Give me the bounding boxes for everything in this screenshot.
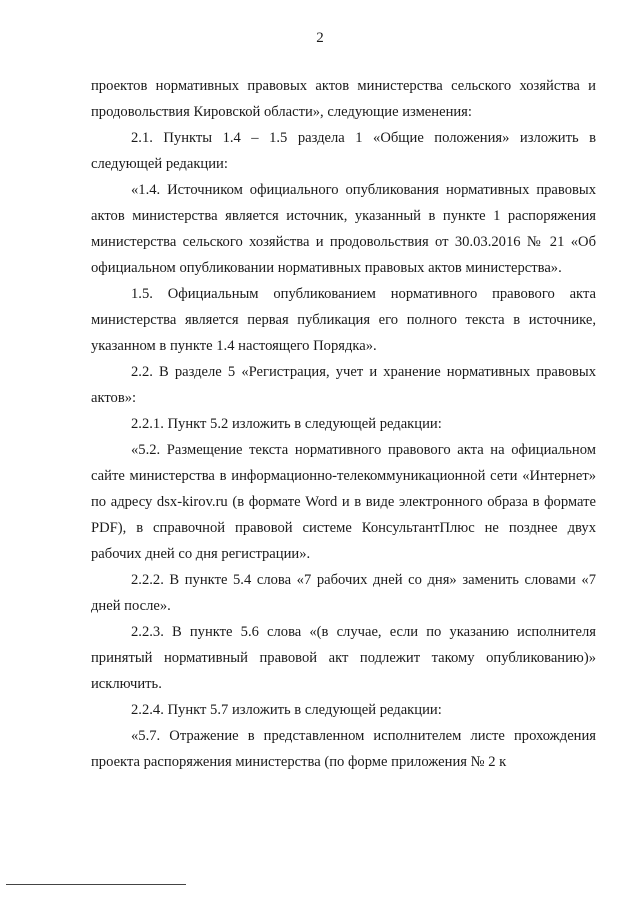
paragraph-2-2-4: 2.2.4. Пункт 5.7 изложить в следующей редакции: xyxy=(131,702,442,718)
paragraph-5-7-quote: «5.7. Отражение в представленном исполнителем листе прохождения проекта распоряжения министерства (по форме приложения № 2 к xyxy=(91,728,596,770)
paragraph-2-2: 2.2. В разделе 5 «Регистрация, учет и хранение нормативных правовых актов»: xyxy=(91,364,596,406)
paragraph-2-2-1: 2.2.1. Пункт 5.2 изложить в следующей редакции: xyxy=(131,416,442,432)
footer-divider xyxy=(6,884,186,885)
paragraph-1-4-quote: «1.4. Источником официального опубликования нормативных правовых актов министерства является источник, указанный в пункте 1 распоряжения министерства сельского хозяйства и продовольствия от 30.03.2016 № 21 «Об официальном опубликовании нормативных правовых актов министерства». xyxy=(91,182,596,276)
paragraph-2-1: 2.1. Пункты 1.4 – 1.5 раздела 1 «Общие положения» изложить в следующей редакции: xyxy=(91,130,596,172)
paragraph-5-2-quote: «5.2. Размещение текста нормативного правового акта на официальном сайте министерства в информационно-телекоммуникационной сети «Интернет» по адресу dsx-kirov.ru (в формате Word и в виде электронного образа в формате PDF), в справочной правовой системе КонсультантПлюс не позднее двух рабочих дней со дня регистрации». xyxy=(91,442,596,562)
paragraph-intro-continuation: проектов нормативных правовых актов министерства сельского хозяйства и продовольствия Кировской области», следующие изменения: xyxy=(91,78,596,120)
paragraph-1-5-quote: 1.5. Официальным опубликованием нормативного правового акта министерства является первая публикация его полного текста в источнике, указанном в пункте 1.4 настоящего Порядка». xyxy=(91,286,596,354)
paragraph-2-2-2: 2.2.2. В пункте 5.4 слова «7 рабочих дней со дня» заменить словами «7 дней после». xyxy=(91,572,596,614)
document-body xyxy=(91,73,596,775)
page-number: 2 xyxy=(316,30,324,46)
paragraph-2-2-3: 2.2.3. В пункте 5.6 слова «(в случае, если по указанию исполнителя принятый нормативный правовой акт подлежит такому опубликованию)» исключить. xyxy=(91,624,596,692)
